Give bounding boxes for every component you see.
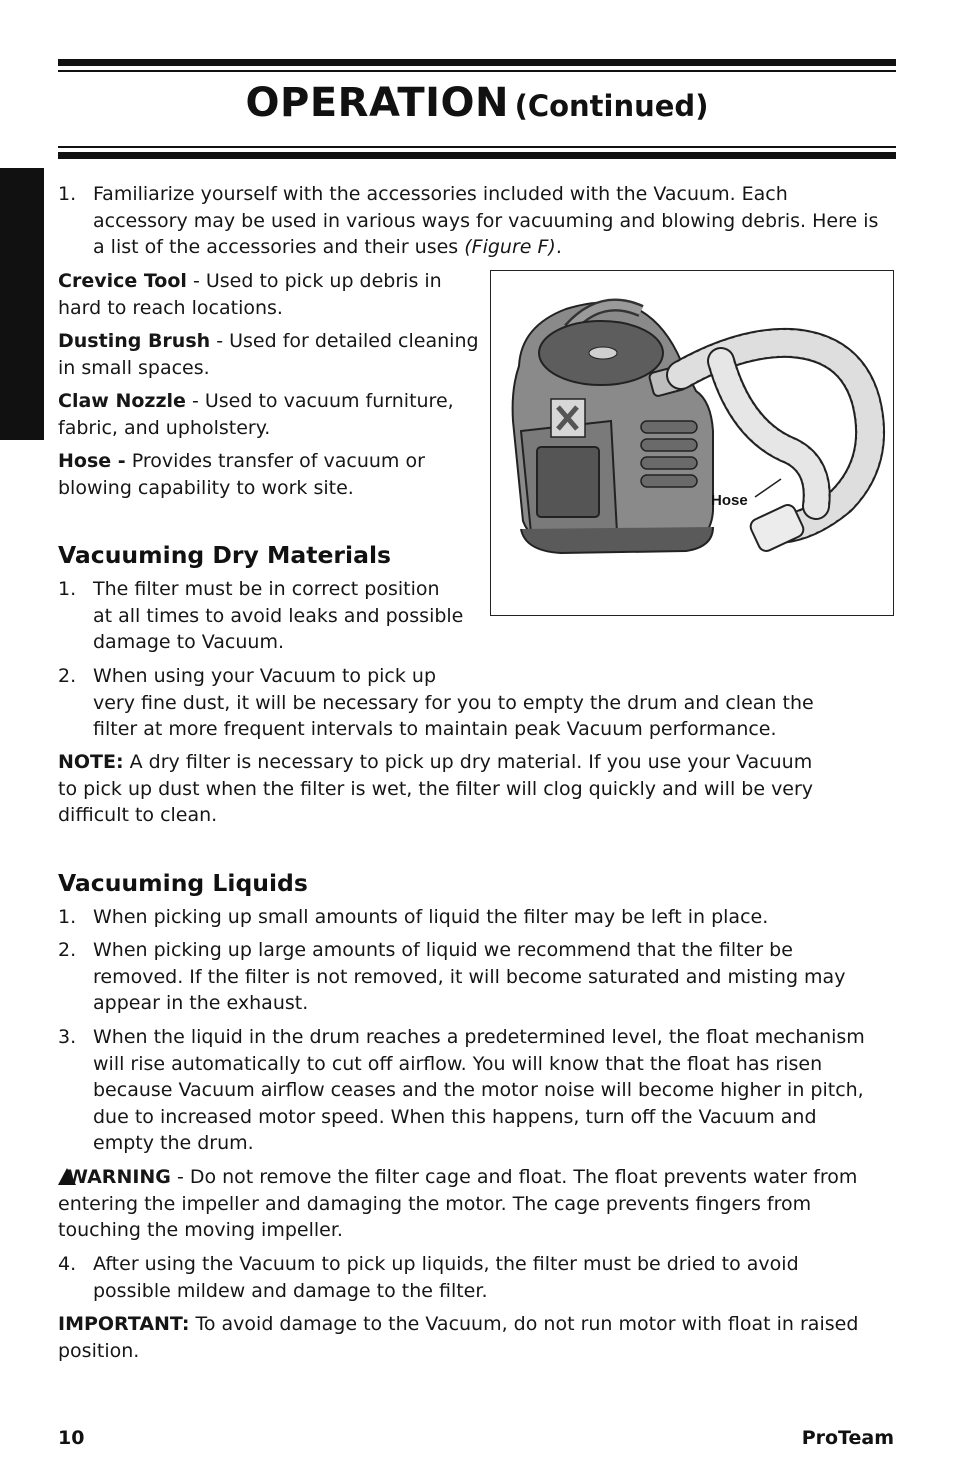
section-heading-liquids: Vacuuming Liquids — [58, 869, 308, 897]
page-title: OPERATION (Continued) — [245, 80, 709, 126]
liquids-item-3: When the liquid in the drum reaches a predetermined level, the float mechanism will rise automatically to cut off airflow. You will know that the float has risen because Vacuum airflow ceases and the motor noise will become higher in pitch, due to increased motor speed. When this happens, turn off the Vacuum and empty the drum. — [93, 1026, 865, 1154]
hose-callout: Hose — [711, 492, 748, 509]
accessory-claw-nozzle: Claw Nozzle - Used to vacuum furniture, fabric, and upholstery. — [58, 390, 454, 439]
title-rule-thick — [58, 152, 896, 159]
liquids-warning: WARNING - Do not remove the filter cage and float. The float prevents water from entering the impeller and damaging the motor. The cage prevents fingers from touching the moving impeller. — [58, 1166, 858, 1241]
figure-reference: (Figure F) — [464, 236, 556, 258]
dry-item-2: When using your Vacuum to pick up very fine dust, it will be necessary for you to empty the drum and clean the filter at more frequent intervals to maintain peak Vacuum performance. — [93, 665, 814, 740]
figure-f — [490, 270, 894, 616]
vacuum-illustration — [491, 271, 892, 614]
liquids-item-1: When picking up small amounts of liquid the filter may be left in place. — [93, 906, 769, 928]
liquids-item-2: When picking up large amounts of liquid we recommend that the filter be removed. If the filter is not removed, it will become saturated and misting may appear in the exhaust. — [93, 939, 846, 1014]
accessory-crevice-tool: Crevice Tool - Used to pick up debris in hard to reach locations. — [58, 270, 442, 319]
page-number: 10 — [58, 1427, 85, 1449]
top-rule-thick — [58, 59, 896, 66]
liquids-important: IMPORTANT: To avoid damage to the Vacuum, do not run motor with float in raised position. — [58, 1313, 859, 1362]
intro-paragraph: Familiarize yourself with the accessories included with the Vacuum. Each accessory may be used in various ways for vacuuming and blowing debris. Here is a list of the accessories and their uses (Figure F). — [93, 183, 879, 258]
dry-item-1: The filter must be in correct position at all times to avoid leaks and possible damage to Vacuum. — [93, 578, 464, 653]
intro-number: 1. — [58, 183, 77, 205]
accessory-dusting-brush: Dusting Brush - Used for detailed cleaning in small spaces. — [58, 330, 479, 379]
title-rule-thin — [58, 146, 896, 148]
dry-note: NOTE: A dry filter is necessary to pick up dry material. If you use your Vacuum to pick up dust when the filter is wet, the filter will clog quickly and will be very difficult to clean. — [58, 751, 814, 826]
liquids-item-4: After using the Vacuum to pick up liquids, the filter must be dried to avoid possible mildew and damage to the filter. — [93, 1253, 799, 1302]
accessory-hose: Hose - Provides transfer of vacuum or blowing capability to work site. — [58, 450, 425, 499]
brand-name: ProTeam — [801, 1427, 894, 1449]
section-tab — [0, 168, 44, 440]
section-heading-dry: Vacuuming Dry Materials — [58, 541, 391, 569]
top-rule-thin — [58, 70, 896, 72]
